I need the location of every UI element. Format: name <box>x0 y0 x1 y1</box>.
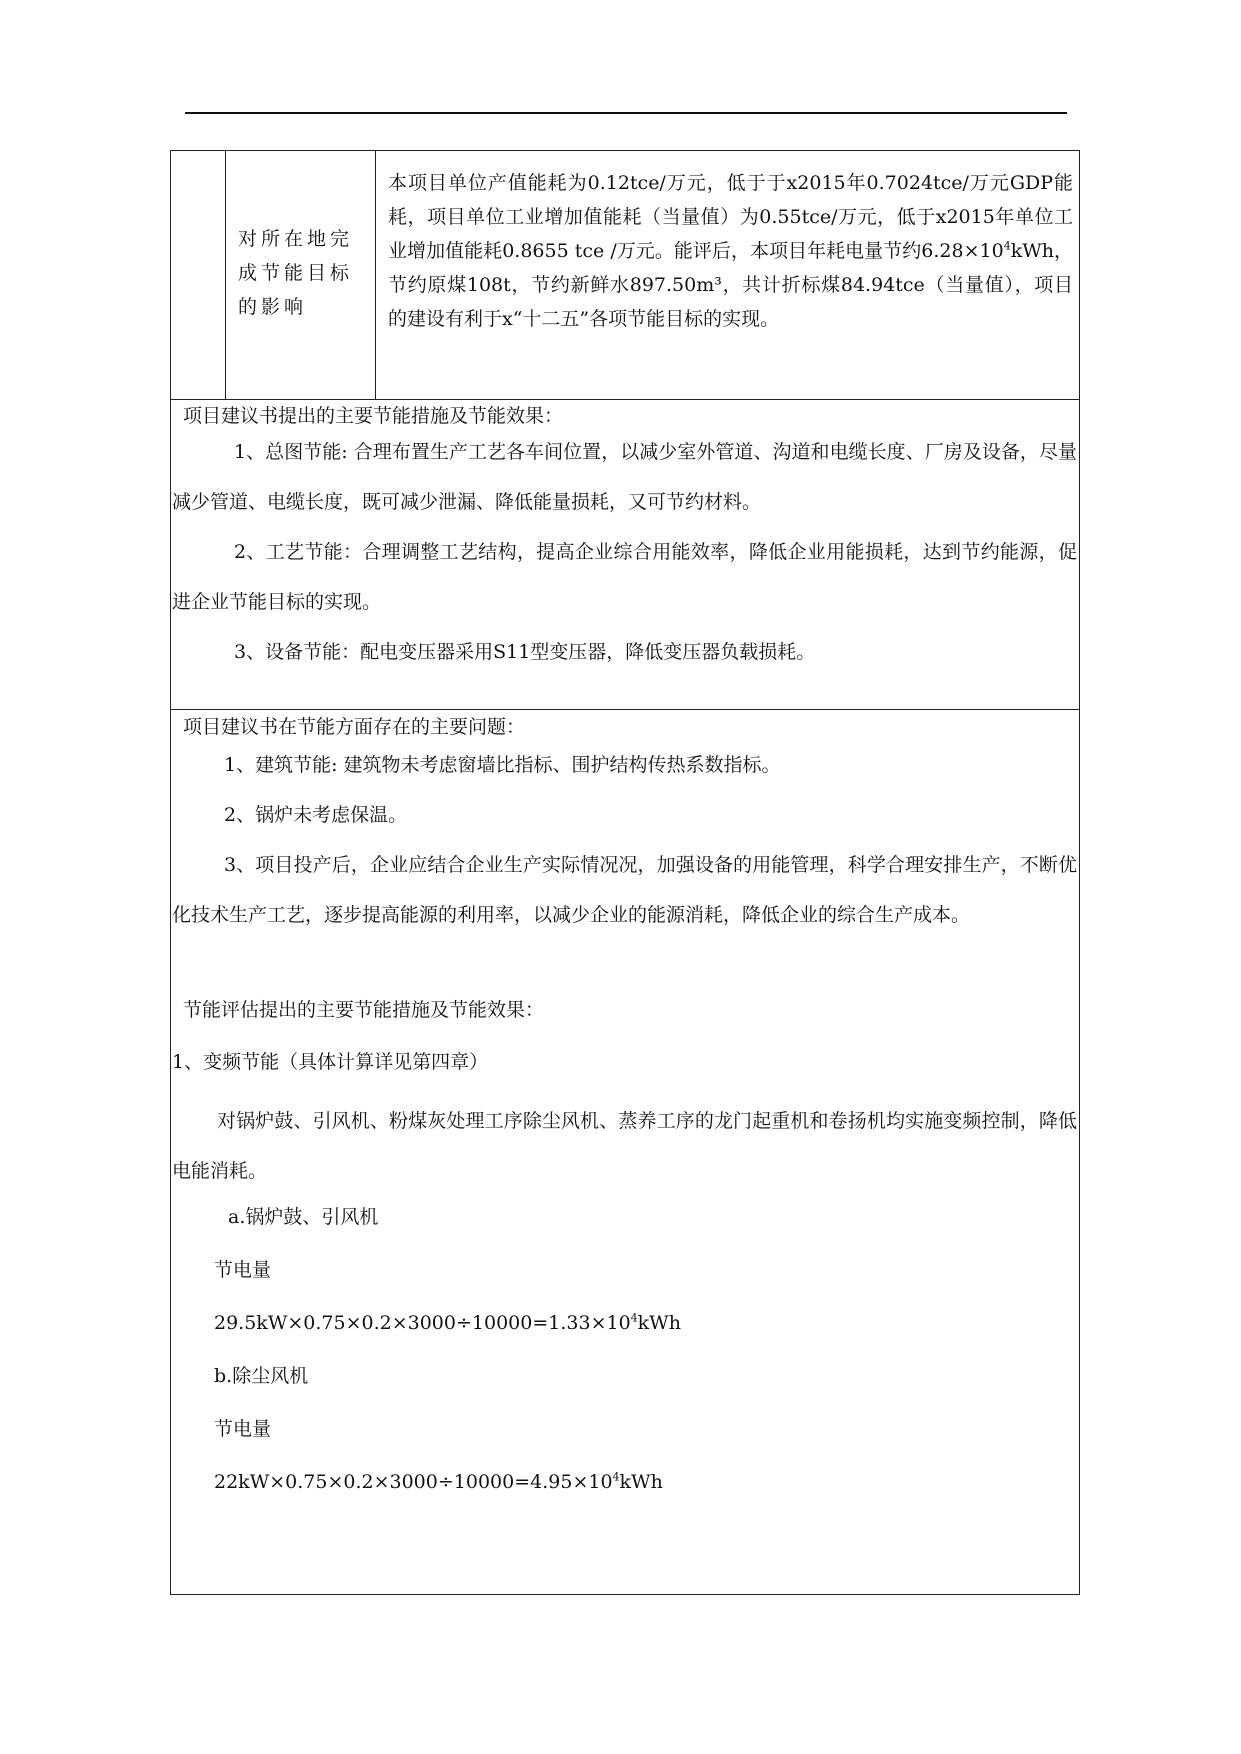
label-column-divider <box>375 150 376 399</box>
proposal-problem-item: 1、建筑节能: 建筑物未考虑窗墙比指标、围护结构传热系数指标。 <box>224 754 781 776</box>
saving-label-a: 节电量 <box>214 1259 272 1281</box>
row-divider-2 <box>170 709 1080 710</box>
formula-b: $22kW\times 0.75\times 0.2\times 3000\div 10000=4.95\times 10^4kWh$ <box>214 1470 663 1493</box>
proposal-measure-item: 3、设备节能：配电变压器采用S11型变压器，降低变压器负载损耗。 <box>234 641 816 663</box>
proposal-problem-item: 2、锅炉未考虑保温。 <box>224 804 408 826</box>
saving-label-b: 节电量 <box>214 1418 272 1440</box>
row-divider-1 <box>170 399 1080 400</box>
proposal-problems-heading: 项目建议书在节能方面存在的主要问题： <box>183 716 526 738</box>
assessment-item-b: b.除尘风机 <box>214 1365 309 1387</box>
impact-text: 本项目单位产值能耗为0.12tce/万元，低于于x2015年0.7024tce/万元GDP能耗，项目单位工业增加值能耗（当量值）为0.55tce/万元，低于x2015年单位工业增加值能耗0.8655 tce /万元。能评后，本项目年耗电量节约$6.28\times 10^4kWh$，节约原煤108t，节约新鲜水897.50m³，共计折标煤84.94tce（当量值），项目的建设有利于x“十二五”各项节能目标的实现。 <box>388 172 1073 330</box>
proposal-measures-heading: 项目建议书提出的主要节能措施及节能效果： <box>183 405 564 427</box>
proposal-measure-item: 2、工艺节能：合理调整工艺结构，提高企业综合用能效率，降低企业用能损耗，达到节约能源，促进企业节能目标的实现。 <box>172 541 1077 613</box>
header-rule <box>185 112 1067 114</box>
index-column-divider <box>225 150 226 399</box>
proposal-problem-item: 3、项目投产后，企业应结合企业生产实际情况况，加强设备的用能管理，科学合理安排生产，不断优化技术生产工艺，逐步提高能源的利用率，以减少企业的能源消耗，降低企业的综合生产成本。 <box>172 854 1077 926</box>
assessment-item-a: a.锅炉鼓、引风机 <box>228 1206 379 1228</box>
assessment-heading: 节能评估提出的主要节能措施及节能效果： <box>183 999 545 1021</box>
formula-a: $29.5kW\times 0.75\times 0.2\times 3000\div 10000=1.33\times 10^4kWh$ <box>214 1311 681 1334</box>
assessment-intro: 对锅炉鼓、引风机、粉煤灰处理工序除尘风机、蒸养工序的龙门起重机和卷扬机均实施变频控制，降低电能消耗。 <box>172 1110 1077 1182</box>
assessment-subheading: 1、变频节能（具体计算详见第四章） <box>172 1051 489 1073</box>
proposal-measure-item: 1、总图节能: 合理布置生产工艺各车间位置，以减少室外管道、沟道和电缆长度、厂房及设备，尽量减少管道、电缆长度，既可减少泄漏、降低能量损耗，又可节约材料。 <box>172 441 1077 513</box>
impact-label: 对所在地完成节能目标的影响 <box>238 228 354 318</box>
